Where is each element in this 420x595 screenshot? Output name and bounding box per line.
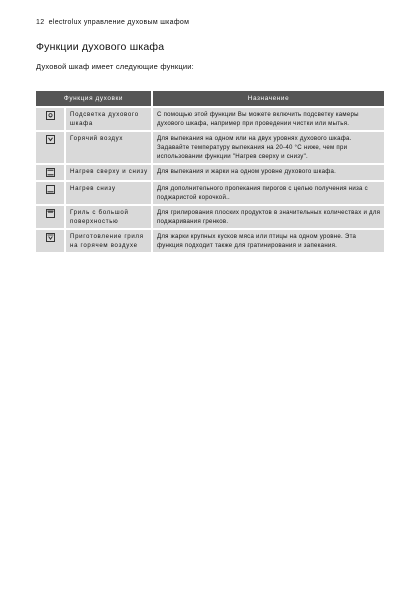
table-row	[36, 206, 384, 228]
function-name: Приготовление гриля на горячем воздухе	[64, 230, 151, 252]
table-row	[36, 132, 384, 163]
function-purpose: Для дополнительного пропекания пирогов с целью получения низа с поджаристой корочкой..	[151, 182, 384, 204]
section-title: Функции духового шкафа	[36, 41, 165, 53]
function-purpose: Для грилирования плоских продуктов в значительных количествах и для поджаривания гренков.	[151, 206, 384, 228]
function-name: Нагрев снизу	[64, 182, 151, 204]
function-purpose: Для выпекания и жарки на одном уровне духового шкафа.	[151, 165, 384, 180]
function-name: Нагрев сверху и снизу	[64, 165, 151, 180]
top-bottom-heat-icon	[46, 168, 55, 177]
turbo-grill-icon	[46, 233, 55, 242]
function-name: Подсветка духового шкафа	[64, 108, 151, 130]
function-name: Гриль с большой поверхностью	[64, 206, 151, 228]
table-row	[36, 108, 384, 130]
hot-air-fan-icon	[46, 135, 55, 144]
function-icon-cell	[36, 182, 64, 204]
function-purpose: Для жарки крупных кусков мяса или птицы на одном уровне. Эта функция подходит также для гратинирования и запекания.	[151, 230, 384, 252]
function-purpose: Для выпекания на одном или на двух уровнях духового шкафа. Задавайте температуру выпекания на 20-40 °C ниже, чем при использовании функции "Нагрев сверху и снизу".	[151, 132, 384, 163]
table-row	[36, 165, 384, 180]
brand-name: electrolux	[48, 19, 82, 26]
large-grill-icon	[46, 209, 55, 218]
page-header	[36, 19, 189, 26]
function-icon-cell	[36, 132, 64, 163]
page-number: 12	[36, 19, 45, 26]
column-header-purpose: Назначение	[151, 91, 384, 106]
table-row	[36, 230, 384, 252]
function-icon-cell	[36, 230, 64, 252]
function-icon-cell	[36, 165, 64, 180]
function-name: Горячий воздух	[64, 132, 151, 163]
header-title: управление духовым шкафом	[83, 19, 190, 26]
function-icon-cell	[36, 206, 64, 228]
function-purpose: С помощью этой функции Вы можете включить подсветку камеры духового шкафа, например при проведении чистки или мытья.	[151, 108, 384, 130]
functions-table	[36, 89, 384, 254]
intro-text: Духовой шкаф имеет следующие функции:	[36, 62, 194, 71]
table-row	[36, 182, 384, 204]
column-header-function: Функция духовки	[36, 91, 151, 106]
function-icon-cell	[36, 108, 64, 130]
table-header-row	[36, 91, 384, 106]
bottom-heat-icon	[46, 185, 55, 194]
oven-light-icon	[46, 111, 55, 120]
